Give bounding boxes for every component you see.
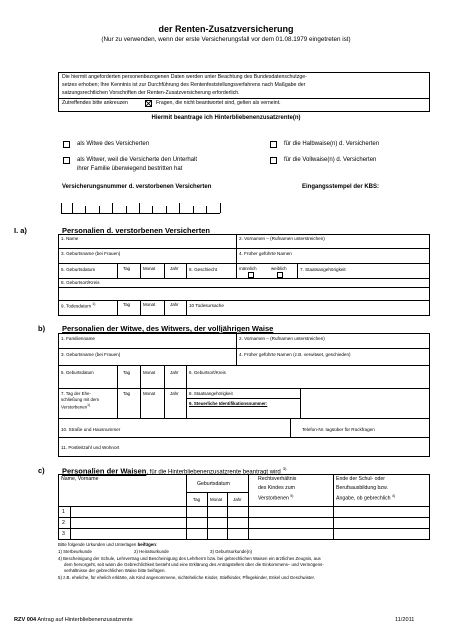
footnote-ref: 3) — [282, 466, 287, 471]
widow-label: als Witwe des Versicherten — [77, 141, 150, 147]
section-b-divider — [290, 418, 291, 437]
b-nationality-field[interactable]: 8. Staatsangehörigkeit — [189, 391, 233, 396]
b-tax-id-field[interactable]: 9. Steuerliche Identifikationsnummer: — [189, 401, 268, 406]
date-cell-border — [140, 263, 141, 278]
b-phone-field[interactable]: Telefon-Nr. tagsüber für Rückfragen — [302, 427, 375, 432]
orphans-relation-label: Verstorbenen — [258, 495, 289, 502]
orphans-header-line — [186, 492, 248, 493]
digit-separator — [179, 203, 180, 213]
digit-separator — [220, 203, 221, 213]
b-birth-name-field[interactable]: 3. Geburtsname (bei Frauen) — [61, 352, 121, 357]
form-code: RZV 004 — [14, 617, 37, 623]
section-c-number: c) — [38, 466, 45, 475]
day-label: Tag — [123, 391, 131, 396]
orphans-row-line — [58, 528, 430, 529]
orphans-col-border — [70, 506, 71, 540]
half-orphan-label: für die Halbwaise(n) d. Versicherten — [284, 141, 380, 147]
a-birth-date-field[interactable]: 5. Geburtsdatum — [61, 267, 96, 272]
digit-separator — [61, 203, 62, 213]
year-label: Jahr — [233, 497, 242, 502]
note-2: 2) Heiratsurkunde — [134, 549, 169, 554]
privacy-line-2: setzes erhoben; Ihre Kenntnis ist zur Durchführung des Rentenfeststellungsverfahrens nach Maßgabe der — [62, 82, 306, 88]
section-c-title-main: Personalien der Waisen — [62, 466, 147, 476]
date-cell-border — [164, 365, 165, 418]
a-death-date-label: 9. Todesdatum — [61, 303, 92, 309]
digit-separator — [166, 206, 167, 213]
cross-icon — [146, 101, 151, 106]
b-marriage-date-field[interactable] — [61, 403, 90, 409]
female-checkbox[interactable] — [277, 272, 283, 278]
orphans-name-header: Name, Vorname — [61, 476, 99, 482]
footnote-ref: 4) — [391, 494, 396, 498]
note-3: 3) Geburtsurkunde(n) — [210, 549, 252, 554]
notes-intro-colon: : — [155, 542, 158, 547]
orphans-col-border — [227, 492, 228, 540]
request-title: Hiermit beantrage ich Hinterbliebenenzusatzrente(n) — [151, 115, 301, 121]
orphan-row-number: 1 — [62, 509, 65, 515]
orphans-row-line — [58, 517, 430, 518]
full-orphan-label: für die Vollwaise(n) d. Versicherten — [284, 157, 377, 163]
footer-left — [14, 617, 133, 623]
orphans-col-border — [248, 474, 249, 540]
section-a-title: Personalien d. verstorbenen Versicherten — [62, 226, 210, 235]
b-marriage-date-label-2: schließung mit dem — [61, 397, 100, 402]
section-b-number: b) — [38, 324, 46, 333]
month-label: Monat — [143, 370, 156, 375]
half-orphan-checkbox[interactable] — [270, 141, 277, 148]
section-b-title: Personalien der Witwe, des Witwers, der volljährigen Waise — [62, 324, 274, 333]
note-4-line-1: 4) Bescheinigung der Schule, Lehrvertrag und Bescheinigung des Lehrherrn bzw. bei gebrechlichen Waisen ein ärztliches Zeugnis, aus — [58, 556, 321, 561]
orphans-end-header-1: Ende der Schul- oder — [336, 476, 386, 482]
male-checkbox[interactable] — [248, 272, 254, 278]
unanswered-note: Fragen, die nicht beantwortet sind, gelten als verneint. — [156, 100, 281, 106]
footnote-ref: 5) — [290, 494, 294, 498]
section-a-row-line — [58, 278, 430, 279]
b-birthplace-field[interactable]: 6. Geburtsort/Kreis — [189, 370, 226, 375]
date-cell-border — [117, 263, 118, 278]
insurance-number-baseline — [61, 213, 220, 214]
orphans-relation-header-2: des Kindes zum — [258, 485, 295, 491]
date-cell-border — [117, 300, 118, 316]
orphans-end-header-2: Berufsausbildung bzw. — [336, 485, 388, 491]
digit-separator — [126, 206, 127, 213]
female-label: weiblich — [271, 266, 287, 271]
section-b-row-line — [58, 388, 430, 389]
form-title: der Renten-Zusatzversicherung — [158, 24, 294, 34]
year-label: Jahr — [170, 302, 179, 307]
day-label: Tag — [123, 370, 131, 375]
section-c-title-rest: , für die Hinterbliebenenzusatzrente beantragt wird — [146, 469, 281, 476]
day-label: Tag — [123, 266, 131, 271]
orphans-end-header-3 — [336, 494, 395, 502]
date-cell-border — [186, 365, 187, 418]
month-label: Monat — [210, 497, 223, 502]
section-b-row-line — [58, 437, 430, 438]
digit-separator — [99, 206, 100, 213]
b-street-field[interactable]: 10. Straße und Hausnummer — [61, 427, 121, 432]
date-cell-border — [186, 263, 187, 278]
section-b-cell-line — [186, 398, 300, 399]
note-5: 5) z.B. eheliche, für ehelich erklärte, als Kind angenommene, nichteheliche Kinder, Stiefkinder, Pflegekinder, Enkel und Geschwister. — [58, 575, 315, 580]
stamp-label: Eingangsstempel der KBS: — [302, 184, 380, 190]
section-b-row-line — [58, 418, 430, 419]
section-b-divider — [300, 388, 301, 418]
section-b-row-line — [58, 348, 430, 349]
a-death-cause-field[interactable]: 10 Todesursache — [189, 303, 224, 308]
orphans-col-border — [186, 474, 187, 540]
digit-separator — [112, 203, 113, 213]
section-a-row-line — [58, 263, 430, 264]
digit-separator — [72, 203, 73, 213]
b-first-names-field[interactable]: 2. Vornamen – (Rufnamen unterstreichen) — [239, 336, 325, 341]
digit-separator — [85, 206, 86, 213]
note-1: 1) Sterbeurkunde — [58, 549, 92, 554]
section-a-row-line — [58, 300, 430, 301]
orphan-row-number: 2 — [62, 520, 65, 526]
a-name-field[interactable]: 1. Name — [61, 236, 79, 241]
b-birth-date-field[interactable]: 5. Geburtsdatum — [61, 370, 94, 375]
a-first-names-field[interactable]: 2. Vornamen – (Rufnamen unterstreichen) — [239, 236, 325, 241]
insurance-number-label: Versicherungsnummer d. verstorbenen Versicherten — [62, 184, 212, 190]
orphans-birth-header: Geburtsdatum — [197, 481, 230, 487]
notes-intro-text: Bitte folgende Urkunden und Unterlagen — [58, 542, 138, 547]
b-marriage-date-label-1: 7. Tag der Ehe- — [61, 391, 91, 396]
orphans-relation-header-1: Rechtsverhältnis — [258, 476, 297, 482]
digit-separator — [193, 206, 194, 213]
privacy-line-1: Die hiermit angeforderten personenbezogenen Daten werden unter Beachtung des Bundesdatenschutzge- — [62, 74, 307, 80]
widower-label-2: ihrer Familie überwiegend bestritten hat — [77, 166, 183, 172]
month-label: Monat — [143, 302, 156, 307]
date-cell-border — [140, 365, 141, 418]
date-cell-border — [164, 300, 165, 316]
b-postal-city-field[interactable]: 11. Postleitzahl und Wohnort — [61, 445, 120, 450]
a-birth-name-field[interactable]: 3. Geburtsname (bei Frauen) — [61, 251, 121, 256]
notes-intro — [58, 542, 157, 547]
full-orphan-checkbox[interactable] — [270, 157, 277, 164]
a-nationality-field[interactable]: 7. Staatsangehörigkeit — [300, 267, 346, 272]
year-label: Jahr — [170, 370, 179, 375]
a-former-names-field[interactable]: 4. Früher geführte Namen — [239, 251, 292, 256]
form-subtitle: (Nur zu verwenden, wenn der erste Versicherungsfall vor dem 01.08.1979 eingetreten ist) — [101, 36, 351, 43]
male-label: männlich — [239, 266, 257, 271]
section-a-divider — [236, 234, 237, 278]
day-label: Tag — [123, 302, 131, 307]
section-a-number: I. a) — [14, 226, 27, 235]
orphans-col-border — [207, 492, 208, 540]
year-label: Jahr — [170, 391, 179, 396]
b-marriage-date-label-3: Verstorbenen — [61, 404, 88, 410]
date-cell-border — [186, 300, 187, 316]
month-label: Monat — [143, 391, 156, 396]
digit-separator — [206, 206, 207, 213]
example-cross-checkbox — [145, 100, 152, 107]
b-family-name-field[interactable]: 1. Familienname — [61, 336, 95, 341]
orphans-header-line — [58, 506, 430, 507]
privacy-line-3: satzungsrechtlichen Vorschriften der Renten-Zusatzversicherung erforderlich. — [62, 90, 240, 96]
section-b-row-line — [58, 365, 430, 366]
widow-checkbox[interactable] — [63, 141, 70, 148]
b-former-names-field[interactable]: 4. Früher geführte Namen (z.B. verwitwet, geschieden) — [239, 352, 351, 357]
note-4-line-2: dem hervorgeht, seit wann die Gebrechlichkeit besteht und eine Erklärung des Antragstellers über die Einkommens– und Vermögens- — [64, 562, 324, 567]
orphans-end-label: Angabe, ob gebrechlich — [336, 495, 391, 502]
digit-separator — [139, 203, 140, 213]
orphan-row-number: 3 — [62, 531, 65, 537]
digit-separator — [152, 206, 153, 213]
form-name: Antrag auf Hinterbliebenenzusatzrente — [37, 617, 133, 623]
date-cell-border — [164, 263, 165, 278]
a-birthplace-field[interactable]: 8. Geburtsort/Kreis — [61, 280, 100, 285]
note-4-line-3: verhältnisse der gebrechlichen Waise bitte beifügen. — [64, 568, 166, 573]
orphans-relation-header-3 — [258, 494, 293, 502]
a-death-date-field[interactable] — [61, 302, 95, 309]
apply-instruction: Zutreffendes bitte ankreuzen — [62, 100, 128, 106]
privacy-divider — [58, 98, 430, 99]
orphans-table — [58, 474, 430, 540]
footnote-ref: 1) — [87, 403, 91, 407]
date-cell-border — [117, 365, 118, 418]
date-cell-border — [140, 300, 141, 316]
widower-checkbox[interactable] — [63, 157, 70, 164]
year-label: Jahr — [170, 266, 179, 271]
orphans-col-border — [333, 474, 334, 540]
form-version-date: 11/2011 — [395, 617, 415, 623]
section-a-divider — [297, 263, 298, 278]
widower-label-1: als Witwer, weil die Versicherte den Unterhalt — [77, 157, 198, 163]
a-sex-label: 6. Geschlecht — [189, 267, 218, 272]
month-label: Monat — [143, 266, 156, 271]
notes-intro-bold: beifügen — [137, 542, 156, 547]
section-a-table — [58, 234, 430, 316]
footnote-ref: 1) — [92, 302, 96, 306]
day-label: Tag — [193, 497, 201, 502]
section-a-row-line — [58, 287, 430, 288]
section-a-row-line — [58, 248, 430, 249]
section-b-divider — [236, 333, 237, 365]
